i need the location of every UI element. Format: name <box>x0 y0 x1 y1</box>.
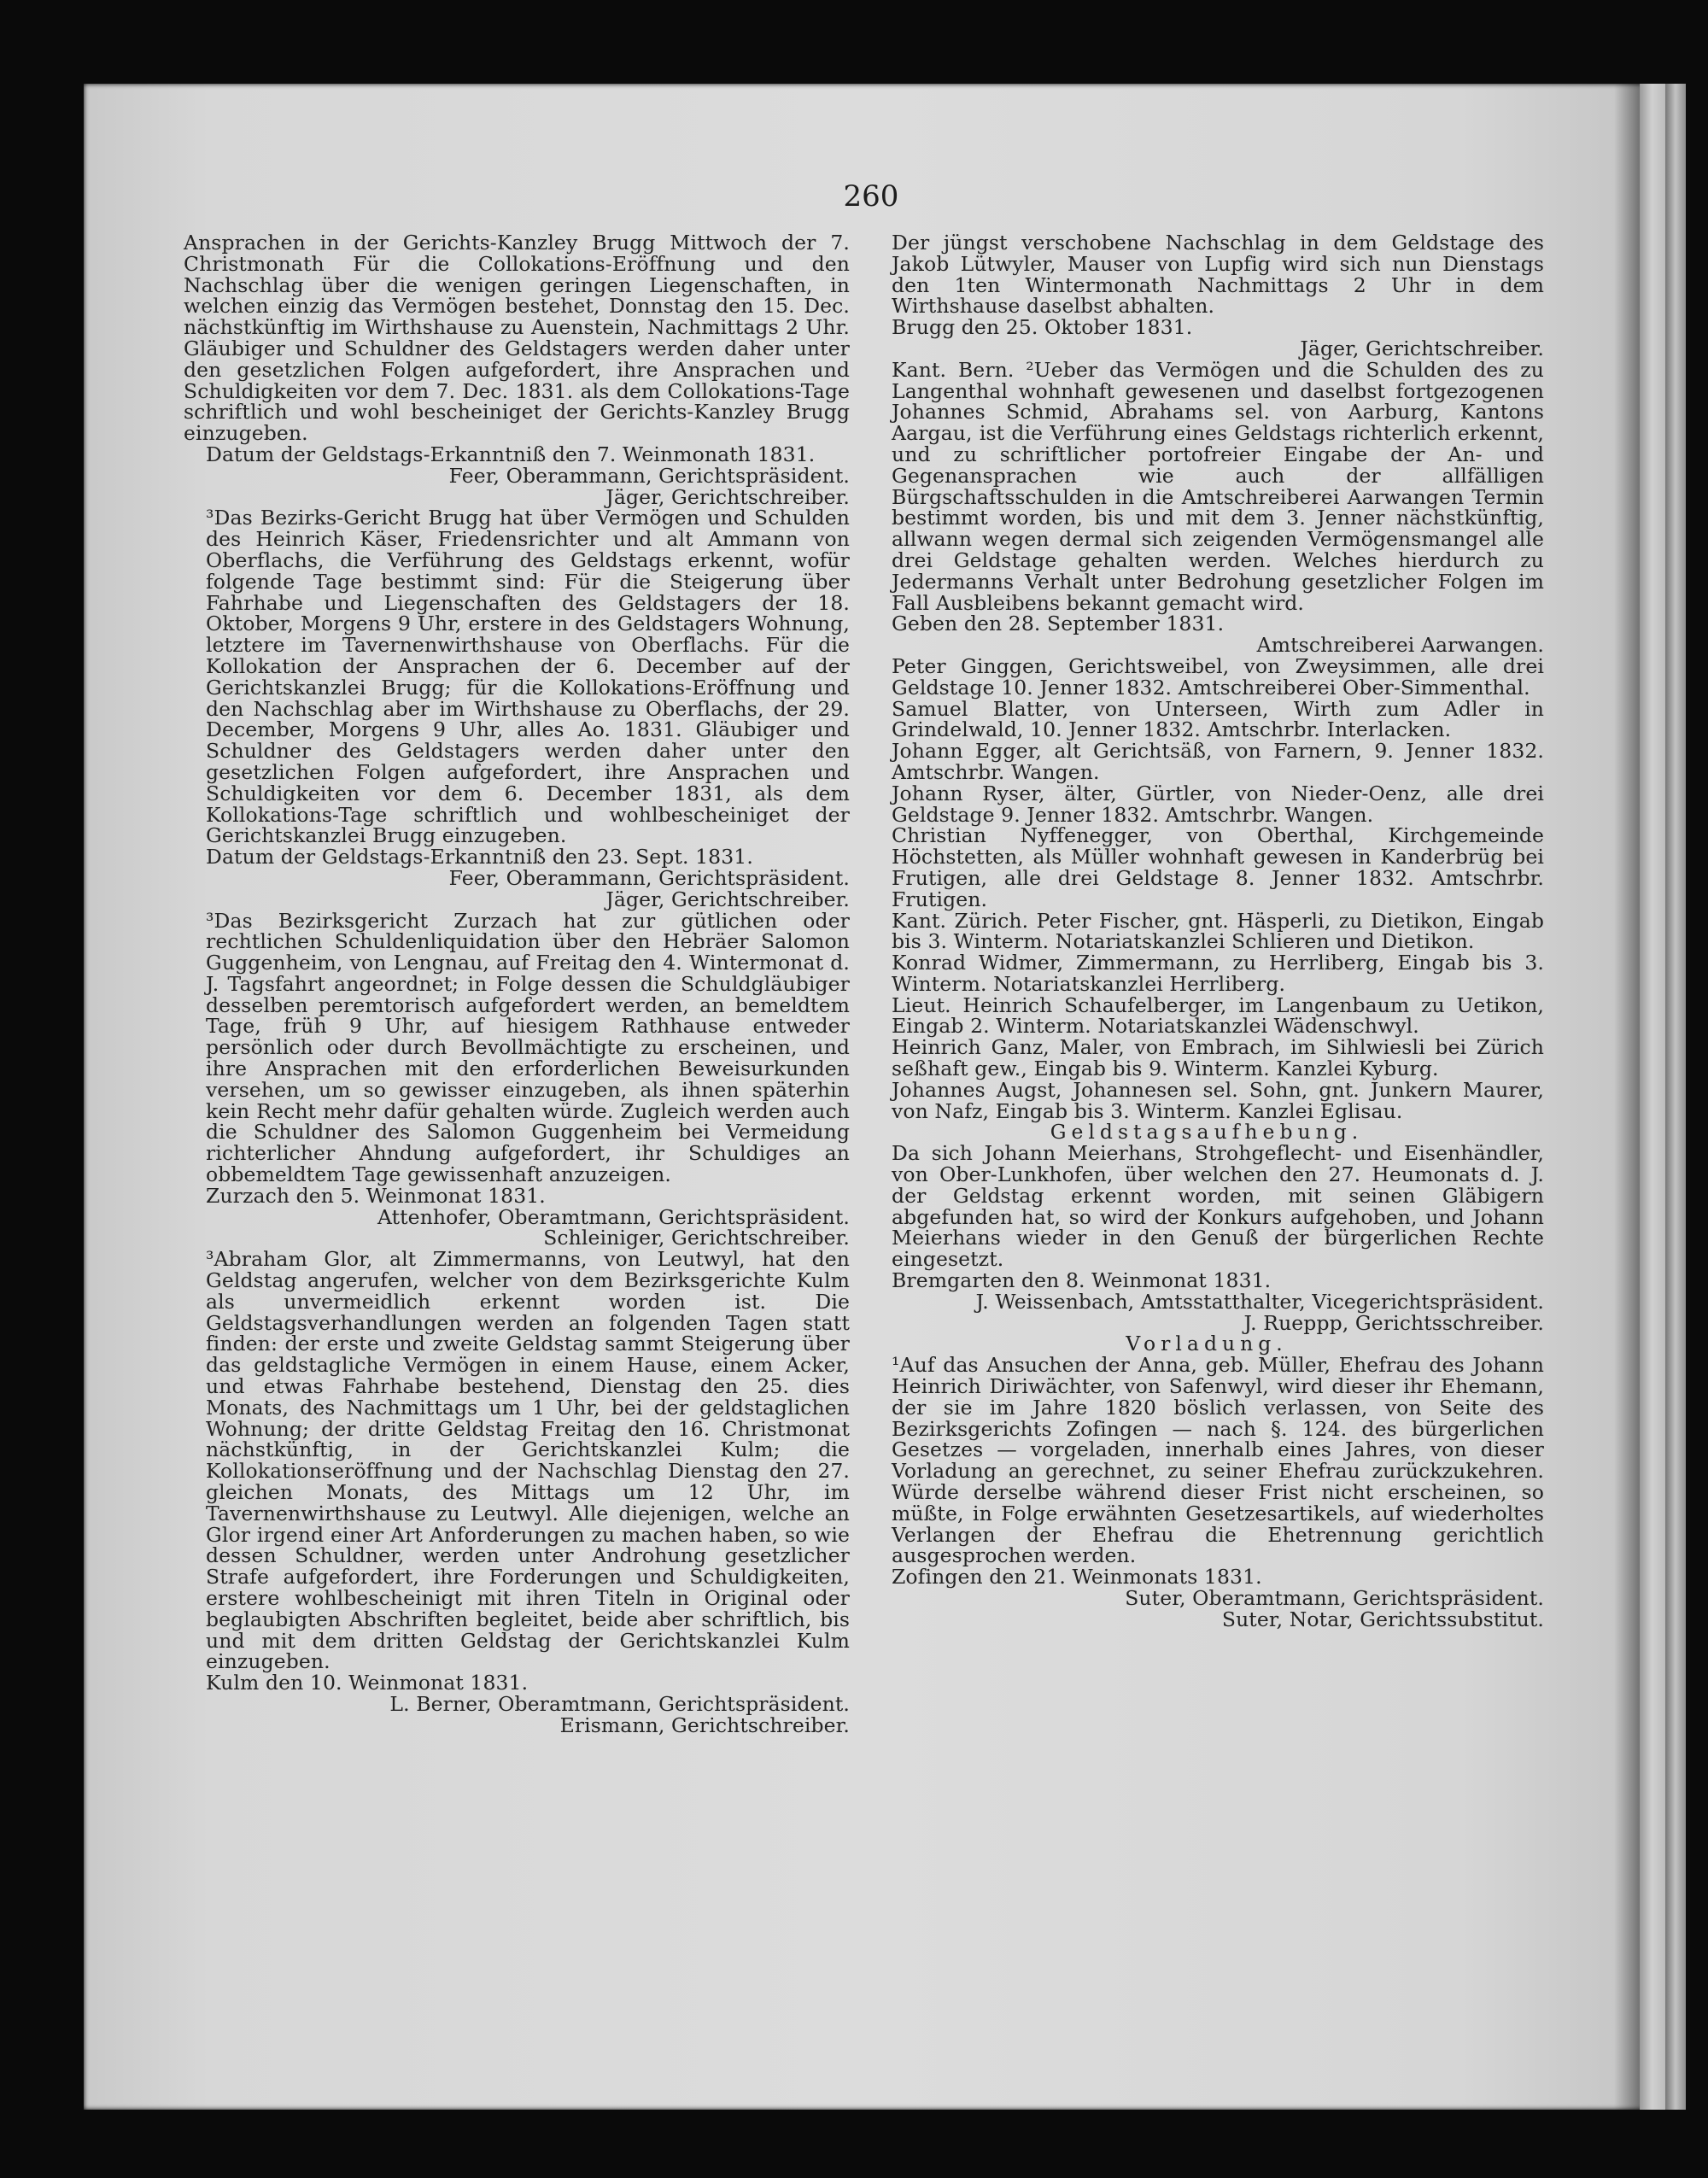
notice-date: Bremgarten den 8. Weinmonat 1831. <box>892 1268 1272 1293</box>
notice-signature: Suter, Oberamtmann, Gerichtspräsident. <box>1125 1586 1544 1610</box>
notice-signature: Jäger, Gerichtschreiber. <box>605 887 850 911</box>
notice-signature: Suter, Notar, Gerichtssubstitut. <box>1221 1607 1544 1631</box>
notice-signature: J. Rueppp, Gerichtsschreiber. <box>1243 1310 1544 1335</box>
section-heading: Vorladung. <box>1126 1332 1288 1356</box>
page-number: 260 <box>843 179 899 214</box>
notice-brugg-auenstein: Ansprachen in der Gerichts-Kanzley Brugg Mittwoch der 7. Christmonath Für die Collokations-Eröffnung und den Nachschlag über die wenigen geringen Liegenschaften, in welchen einzig das Vermögen bestehet, Donnstag den 15. Dec. nächstkünftig im Wirthshause zu Auenstein, Nachmittags 2 Uhr. Gläubiger und Schuldner des Geldstagers werden daher unter den gesetzlichen Folgen aufgefordert, ihre Ansprachen und Schuldigkeiten vor dem 7. Dec. 1831. als dem Collokations-Tage schriftlich und wohl bescheiniget der Gerichts-Kanzley Brugg einzugeben. <box>184 231 850 446</box>
list-item: Konrad Widmer, Zimmermann, zu Herrliberg, Eingab bis 3. Winterm. Notariatskanzlei Herrliberg. <box>892 951 1544 996</box>
list-item: Johann Ryser, älter, Gürtler, von Nieder-Oenz, alle drei Geldstage 9. Jenner 1832. Amtschrbr. Wangen. <box>892 781 1544 827</box>
notice-schmid: Kant. Bern. ²Ueber das Vermögen und die Schulden des zu Langenthal wohnhaft gewesenen und daselbst fortgezogenen Johannes Schmid, Abrahams sel. von Aarburg, Kantons Aargau, ist die Verführung eines Geldstags richterlich erkennt, und zu schriftlicher portofreier Eingabe der An- und Gegenansprachen wie auch der allfälligen Bürgschaftsschulden in die Amtschreiberei Aarwangen Termin bestimmt worden, bis und mit dem 3. Jenner nächstkünftig, allwann wegen dermal sich zeigenden Vermögensmangel alle drei Geldstage gehalten werden. Welches hierdurch zu Jedermanns Verhalt unter Bedrohung gesetzlicher Folgen im Fall Ausbleibens bekannt gemacht wird. <box>892 357 1544 615</box>
notice-guggenheim: ³Das Bezirksgericht Zurzach hat zur gütlichen oder rechtlichen Schuldenliquidation über den Hebräer Salomon Guggenheim, von Lengnau, auf Freitag den 4. Wintermonat d. J. Tagsfahrt angeordnet; in Folge dessen die Schuldgläubiger desselben peremtorisch aufgefordert werden, an bemeldtem Tage, früh 9 Uhr, auf hiesigem Rathhause entweder persönlich oder durch Bevollmächtigte zu erscheinen, und ihre Ansprachen mit den erforderlichen Beweisurkunden versehen, um so gewisser einzugeben, als ihnen späterhin kein Recht mehr dafür gehalten würde. Zugleich werden auch die Schuldner des Salomon Guggenheim bei Vermeidung richterlicher Ahndung aufgefordert, ihr Schuldiges an obbemeldtem Tage gewissenhaft anzuzeigen. <box>206 908 850 1187</box>
notice-signature: Jäger, Gerichtschreiber. <box>605 484 850 509</box>
list-item: Peter Ginggen, Gerichtsweibel, von Zweysimmen, alle drei Geldstage 10. Jenner 1832. Amtschreiberei Ober-Simmenthal. <box>892 653 1544 700</box>
notice-signature: J. Weissenbach, Amtsstatthalter, Vicegerichtspräsident. <box>975 1289 1544 1314</box>
notice-date: Datum der Geldstags-Erkanntniß den 7. Weinmonath 1831. <box>206 442 816 466</box>
notice-signature: Feer, Oberammann, Gerichtspräsident. <box>448 463 850 488</box>
notice-date: Datum der Geldstags-Erkanntniß den 23. Sept. 1831. <box>206 845 753 869</box>
notice-kaeser: ³Das Bezirks-Gericht Brugg hat über Vermögen und Schulden des Heinrich Käser, Friedensrichter und alt Ammann von Oberflachs, die Verführung des Geldstags erkennt, wofür folgende Tage bestimmt sind: Für die Steigerung über Fahrhabe und Liegenschaften des Geldstagers der 18. Oktober, Morgens 9 Uhr, erstere in des Geldstagers Wohnung, letztere im Tavernenwirthshause von Oberflachs. Für die Kollokation der Ansprachen der 6. December auf der Gerichtskanzlei Brugg; für die Kollokations-Eröffnung und den Nachschlag aber im Wirthshause zu Oberflachs, der 29. December, Morgens 9 Uhr, alles Ao. 1831. Gläubiger und Schuldner des Geldstagers werden daher unter den gesetzlichen Folgen aufgefordert, ihre Ansprachen und Schuldigkeiten vor dem 6. December 1831, als dem Kollokations-Tage schriftlich und wohlbescheiniget der Gerichtskanzlei Brugg einzugeben. <box>206 506 850 848</box>
notice-date: Zurzach den 5. Weinmonat 1831. <box>206 1183 546 1208</box>
notice-signature: Erismann, Gerichtschreiber. <box>559 1713 850 1737</box>
notice-signature: Attenhofer, Oberamtmann, Gerichtspräsident. <box>377 1204 850 1229</box>
notice-signature: Feer, Oberammann, Gerichtspräsident. <box>448 865 850 890</box>
list-item: Heinrich Ganz, Maler, von Embrach, im Sihlwiesli bei Zürich seßhaft gew., Eingab bis 9. Winterm. Kanzlei Kyburg. <box>892 1035 1544 1081</box>
list-item: Christian Nyffenegger, von Oberthal, Kirchgemeinde Höchstetten, als Müller wohnhaft gewesen in Kanderbrüg bei Frutigen, alle drei Geldstage 8. Jenner 1832. Amtschrbr. Frutigen. <box>892 823 1544 911</box>
list-item: Johann Egger, alt Gerichtsäß, von Farnern, 9. Jenner 1832. Amtschrbr. Wangen. <box>892 739 1544 784</box>
notice-signature: L. Berner, Oberamtmann, Gerichtspräsident. <box>389 1691 850 1716</box>
list-item: Samuel Blatter, von Unterseen, Wirth zum Adler in Grindelwald, 10. Jenner 1832. Amtschrbr. Interlacken. <box>892 696 1544 742</box>
section-heading: Geldstagsaufhebung. <box>1050 1120 1364 1145</box>
list-item: Johannes Augst, Johannesen sel. Sohn, gnt. Junkern Maurer, von Nafz, Eingab bis 3. Winterm. Kanzlei Eglisau. <box>892 1077 1544 1123</box>
left-column <box>184 232 850 1736</box>
notice-signature: Jäger, Gerichtschreiber. <box>1300 336 1544 360</box>
notice-meierhans: Da sich Johann Meierhans, Strohgeflecht- und Eisenhändler, von Ober-Lunkhofen, über welchen den 27. Heumonats d. J. der Geldstag erkennt worden, mit seinen Gläbigern abgefunden hat, so wird der Konkurs aufgehoben, und Johann Meierhans wieder in den Genuß der bürgerlichen Rechte eingesetzt. <box>892 1141 1544 1272</box>
notice-date: Brugg den 25. Oktober 1831. <box>892 315 1193 340</box>
list-item: Lieut. Heinrich Schaufelberger, im Langenbaum zu Uetikon, Eingab 2. Winterm. Notariatskanzlei Wädenschwyl. <box>892 992 1544 1039</box>
notice-glor: ³Abraham Glor, alt Zimmermanns, von Leutwyl, hat den Geldstag angerufen, welcher von dem Bezirksgerichte Kulm als unvermeidlich erkennt worden ist. Die Geldstagsverhandlungen werden an folgenden Tagen statt finden: der erste und zweite Geldstag sammt Steigerung über das geldstagliche Vermögen in einem Hause, einem Acker, und etwas Fahrhabe bestehend, Dienstag den 25. dies Monats, des Nachmittags um 1 Uhr, bei der geldstaglichen Wohnung; der dritte Geldstag Freitag den 16. Christmonat nächstkünftig, in der Gerichtskanzlei Kulm; die Kollokationseröffnung und der Nachschlag Dienstag den 27. gleichen Monats, des Mittags um 12 Uhr, im Tavernenwirthshause zu Leutwyl. Alle diejenigen, welche an Glor irgend einer Art Anforderungen zu machen haben, so wie dessen Schuldner, werden unter Androhung gesetzlicher Strafe aufgefordert, ihre Forderungen und Schuldigkeiten, erstere wohlbescheinigt mit ihren Titeln in Original oder beglaubigten Abschriften begleitet, beide aber schriftlich, bis und mit dem dritten Geldstag der Gerichtskanzlei Kulm einzugeben. <box>206 1247 850 1674</box>
page-gutter-shadow <box>1614 84 1641 2110</box>
notice-signature: Amtschreiberei Aarwangen. <box>1256 633 1544 658</box>
right-column <box>869 232 1544 1631</box>
notice-date: Zofingen den 21. Weinmonats 1831. <box>892 1565 1262 1590</box>
list-item: Kant. Zürich. Peter Fischer, gnt. Häsperli, zu Dietikon, Eingab bis 3. Winterm. Notariatskanzlei Schlieren und Dietikon. <box>892 908 1544 954</box>
notice-date: Kulm den 10. Weinmonat 1831. <box>206 1671 529 1695</box>
notice-luetwyler: Der jüngst verschobene Nachschlag in dem Geldstage des Jakob Lütwyler, Mauser von Lupfig wird sich nun Dienstags den 1ten Wintermonath Nachmittags 2 Uhr in dem Wirthshause daselbst abhalten. <box>892 231 1544 319</box>
notice-date: Geben den 28. September 1831. <box>892 612 1225 636</box>
page-edge <box>1665 84 1686 2110</box>
notice-diriwaechter: ¹Auf das Ansuchen der Anna, geb. Müller, Ehefrau des Johann Heinrich Diriwächter, von Safenwyl, wird dieser ihr Ehemann, der sie im Jahre 1820 böslich verlassen, von Seite des Bezirksgerichts Zofingen — nach §. 124. des bürgerlichen Gesetzes — vorgeladen, innerhalb eines Jahres, von dieser Vorladung an gerechnet, zu seiner Ehefrau zurückzukehren. Würde derselbe während dieser Frist nicht erscheinen, so müßte, in Folge erwähnten Gesetzesartikels, auf wiederholtes Verlangen der Ehefrau die Ehetrennung gerichtlich ausgesprochen werden. <box>892 1353 1544 1568</box>
notice-signature: Schleiniger, Gerichtschreiber. <box>543 1226 850 1250</box>
